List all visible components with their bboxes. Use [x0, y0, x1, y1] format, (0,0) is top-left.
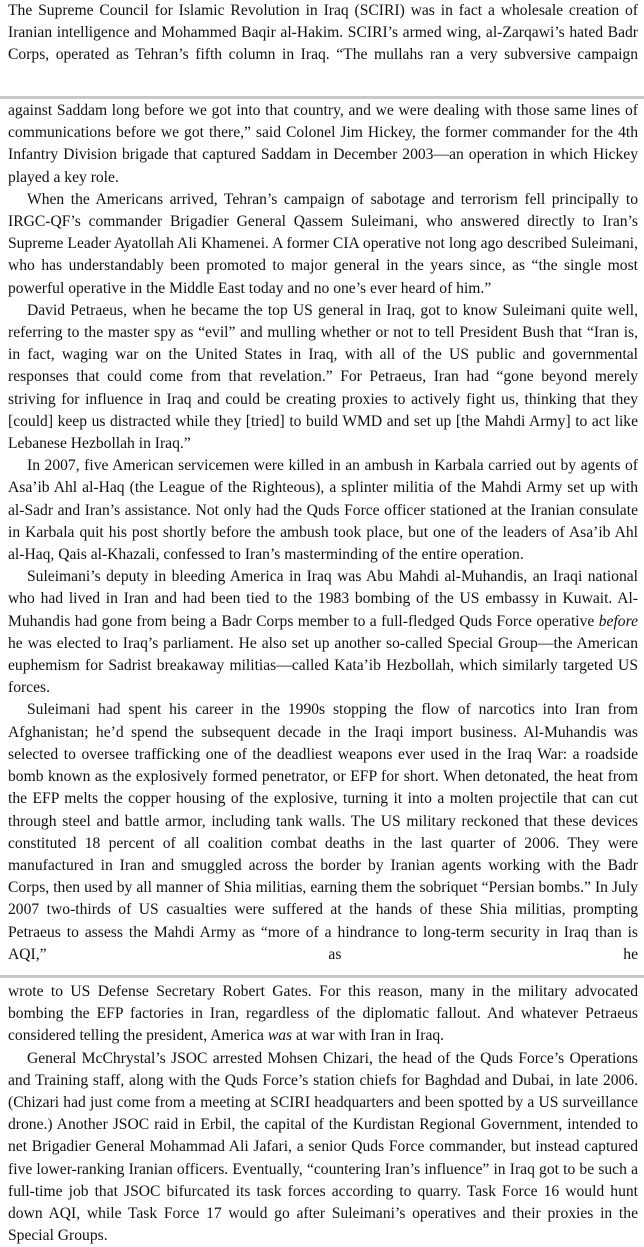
page-break-rule [0, 975, 644, 978]
paragraph: against Saddam long before we got into that country, and we were dealing with those same lines of communications before we got there,” said Colonel Jim Hickey, the former commander for the 4th Infantry Division brigade that captured Saddam in December 2003—an operation in which Hickey played a key role. [8, 102, 638, 186]
emphasis-text: before [598, 612, 638, 630]
text-run: Suleimani’s deputy in bleeding America in Iraq was Abu Mahdi al-Muhandis, an Iraqi national who had lived in Iran and had been tied to the 1983 bombing of the US embassy in Kuwait. Al-Muhandis had gone from being a Badr Corps member to a full-fledged Quds Force operative [8, 568, 638, 630]
page-fragment-2 [0, 100, 644, 966]
paragraph: The Supreme Council for Islamic Revolution in Iraq (SCIRI) was in fact a wholesale creation of Iranian intelligence and Mohammed Baqir al-Hakim. SCIRI’s armed wing, al-Zarqawi’s hated Badr Corps, operated as Tehran’s fifth column in Iraq. “The mullahs ran a very subversive campaign [8, 2, 638, 64]
text-run: at war with Iran in Iraq. [292, 1027, 445, 1045]
page-fragment-1 [0, 0, 644, 67]
paragraph: In 2007, five American servicemen were killed in an ambush in Karbala carried out by agents of Asa’ib Ahl al-Haq (the League of the Righteous), a splinter militia of the Mahdi Army set up with al-Sadr and Iran’s assistance. Not only had the Quds Force officer stationed at the Iranian consulate in Karbala quit his post shortly before the ambush took place, but one of the leaders of Asa’ib Ahl al-Haq, Qais al-Khazali, confessed to Iran’s masterminding of the entire operation. [8, 457, 638, 564]
paragraph [8, 566, 638, 699]
paragraph: David Petraeus, when he became the top US general in Iraq, got to know Suleimani quite well, referring to the master spy as “evil” and mulling whether or not to tell President Bush that “Iran is, in fact, waging war on the United States in Iraq, with all of the US public and governmental responses that could come from that revelation.” For Petraeus, Iran had “gone beyond merely striving for influence in Iraq and could be creating proxies to actively fight us, thinking that they [could] keep us distracted while they [tried] to build WMD and set up [the Mahdi Army] to act like Lebanese Hezbollah in Iraq.” [8, 301, 638, 453]
paragraph [8, 981, 638, 1048]
paragraph: General McChrystal’s JSOC arrested Mohsen Chizari, the head of the Quds Force’s Operations and Training staff, along with the Quds Force’s station chiefs for Baghdad and Dubai, in late 2006. (Chizari had just come from a meeting at SCIRI headquarters and been spotted by a US surveillance drone.) Another JSOC raid in Erbil, the capital of the Kurdistan Regional Government, intended to net Brigadier General Mohammad Ali Jafari, a senior Quds Force commander, but instead captured five lower-ranking Iranian officers. Eventually, “countering Iran’s influence” in Iraq got to be such a full-time job that JSOC bifurcated its task forces according to quarry. Task Force 16 would hunt down AQI, while Task Force 17 would go after Suleimani’s operatives and their proxies in the Special Groups. [8, 1049, 638, 1245]
page-break-rule [0, 96, 644, 99]
paragraph: When the Americans arrived, Tehran’s campaign of sabotage and terrorism fell principally to IRGC-QF’s commander Brigadier General Qassem Suleimani, who answered directly to Iran’s Supreme Leader Ayatollah Ali Khamenei. A former CIA operative not long ago described Suleimani, who has understandably been promoted to major general in the years since, as “the single most powerful operative in the Middle East today and no one’s ever heard of him.” [8, 190, 638, 297]
emphasis-text: was [267, 1027, 293, 1045]
page-fragment-3 [0, 981, 644, 1247]
text-run: he was elected to Iraq’s parliament. He also set up another so-called Special Group—the American euphemism for Sadrist breakaway militias—called Kata’ib Hezbollah, which similarly targeted US forces. [8, 634, 638, 697]
paragraph: Suleimani had spent his career in the 1990s stopping the flow of narcotics into Iran from Afghanistan; he’d spend the subsequent decade in the Iraqi import business. Al-Muhandis was selected to oversee trafficking one of the deadliest weapons ever used in the Iraq War: a roadside bomb known as the explosively formed penetrator, or EFP for short. When detonated, the heat from the EFP melts the copper housing of the explosive, turning it into a molten projectile that can cut through steel and battle armor, including tank walls. The US military reckoned that these devices constituted 18 percent of all coalition combat deaths in the last quarter of 2006. They were manufactured in Iran and smuggled across the border by Iranian agents working with the Badr Corps, then used by all manner of Shia militias, earning them the sobriquet “Persian bombs.” In July 2007 two-thirds of US casualties were suffered at the hands of these Shia militias, prompting Petraeus to assess the Mahdi Army as “more of a hindrance to long-term security in Iraq than is AQI,” as he [8, 701, 638, 963]
text-run: wrote to US Defense Secretary Robert Gates. For this reason, many in the military advocated bombing the EFP factories in Iran, regardless of the diplomatic fallout. And whatever Petraeus considered telling the president, America [8, 983, 638, 1045]
